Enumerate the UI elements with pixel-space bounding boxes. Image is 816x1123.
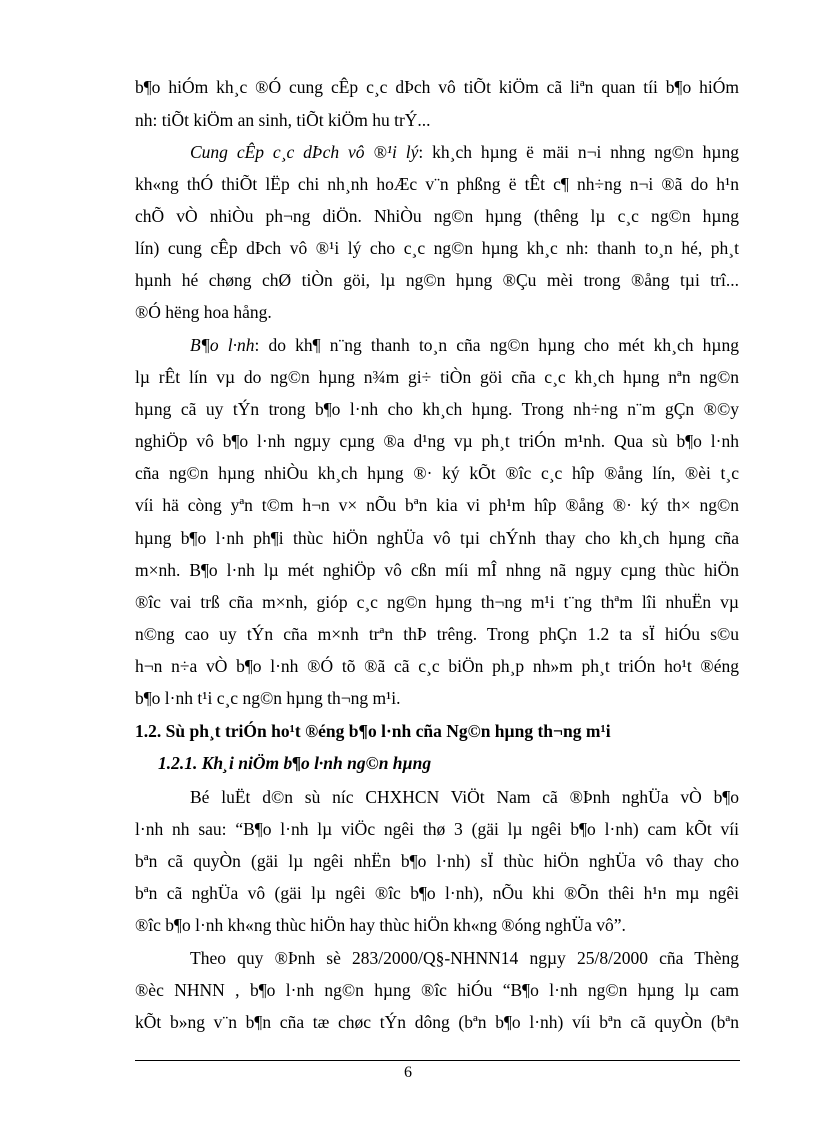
paragraph-text: : kh¸ch hµng ë mäi n¬i nhng ng©n hµng [418,142,739,162]
subsection-heading: 1.2.1. Kh¸i niÖm b¶o l·nh ng©n hµng [158,753,432,773]
text-line: bªn cã quyÒn (gäi lµ ngêi nhËn b¶o l·nh) sÏ thùc hiÖn nghÜa vô thay cho [135,851,739,871]
text-line [190,140,739,164]
section-heading: 1.2. Sù ph¸t triÓn ho¹t ®éng b¶o l·nh cña Ng©n hµng th¬ng m¹i [135,721,611,741]
text-line: ®îc b¶o l·nh kh«ng thùc hiÖn hay thùc hiÖn kh«ng ®óng nghÜa vô”. [135,915,626,935]
text-line: lµ rÊt lín vµ do ng©n hµng n¾m gi÷ tiÒn göi cña c¸c kh¸ch hµng nªn ng©n [135,367,739,387]
text-line: nh: tiÕt kiÖm an sinh, tiÕt kiÖm hu trÝ... [135,110,431,130]
text-line: m×nh. B¶o l·nh lµ mét nghiÖp vô cßn míi mÎ nhng nã ngµy cµng thùc hiÖn [135,560,739,580]
text-line: ®èc NHNN , b¶o l·nh ng©n hµng ®îc hiÓu “B¶o l·nh ng©n hµng lµ cam [135,980,739,1000]
paragraph-lead: B¶o l·nh [190,335,255,355]
text-line: víi hä còng yªn t©m h¬n v× nÕu bªn kia vi ph¹m hîp ®ång ®· ký th× ng©n [135,495,739,515]
text-line: b¶o hiÓm kh¸c ®Ó cung cÊp c¸c dÞch vô tiÕt kiÖm cã liªn quan tíi b¶o hiÓm [135,77,739,97]
text-line: Theo quy ®Þnh sè 283/2000/Q§-NHNN14 ngµy 25/8/2000 cña Thèng [190,948,739,968]
text-line [190,333,739,357]
text-line: b¶o l·nh t¹i c¸c ng©n hµng th¬ng m¹i. [135,688,401,708]
footer-rule [135,1060,740,1061]
text-line: ®îc vai trß cña m×nh, gióp c¸c ng©n hµng th¬ng m¹i t¨ng thªm lîi nhuËn vµ [135,592,739,612]
text-line: l·nh nh sau: “B¶o l·nh lµ viÖc ngêi thø 3 (gäi lµ ngêi b¶o l·nh) cam kÕt víi [135,819,739,839]
paragraph-lead: Cung cÊp c¸c dÞch vô ®¹i lý [190,142,419,162]
text-line: n©ng cao uy tÝn cña m×nh trªn thÞ trêng. Trong phÇn 1.2 ta sÏ hiÓu s©u [135,624,739,644]
text-line: hµng cã uy tÝn trong b¶o l·nh cho kh¸ch hµng. Trong nh÷ng n¨m gÇn ®©y [135,399,739,419]
text-line: hµng b¶o l·nh ph¶i thùc hiÖn nghÜa vô tµi chÝnh thay cho kh¸ch hµng cña [135,528,739,548]
text-line: bªn cã nghÜa vô (gäi lµ ngêi ®îc b¶o l·nh), nÕu khi ®Õn thêi h¹n mµ ngêi [135,883,739,903]
text-line: cña ng©n hµng nhiÒu kh¸ch hµng ®· ký kÕt ®îc c¸c hîp ®ång lín, ®èi t¸c [135,463,739,483]
text-line: kÕt b»ng v¨n b¶n cña tæ chøc tÝn dông (bªn b¶o l·nh) víi bªn cã quyÒn (bªn [135,1012,739,1032]
text-line: Bé luËt d©n sù níc CHXHCN ViÖt Nam cã ®Þnh nghÜa vÒ b¶o [190,787,739,807]
text-line: hµnh hé chøng chØ tiÒn göi, lµ ng©n hµng ®Çu mèi trong ®ång tµi trî... [135,270,739,290]
text-line: kh«ng thÓ thiÕt lËp chi nh¸nh hoÆc v¨n phßng ë tÊt c¶ nh÷ng n¬i ®ã do h¹n [135,174,739,194]
text-line: chÕ vÒ nhiÒu ph¬ng diÖn. NhiÒu ng©n hµng (thêng lµ c¸c ng©n hµng [135,206,739,226]
paragraph-text: : do kh¶ n¨ng thanh to¸n cña ng©n hµng cho mét kh¸ch hµng [254,335,739,355]
text-line: ®Ó hëng hoa hång. [135,302,272,322]
text-line: nghiÖp vô b¶o l·nh ngµy cµng ®a d¹ng vµ ph¸t triÓn m¹nh. Qua sù b¶o l·nh [135,431,739,451]
text-line: h¬n n÷a vÒ b¶o l·nh ®Ó tõ ®ã cã c¸c biÖn ph¸p nh»m ph¸t triÓn ho¹t ®éng [135,656,739,676]
page-number: 6 [404,1064,412,1081]
text-line: lín) cung cÊp dÞch vô ®¹i lý cho c¸c ng©n hµng kh¸c nh: thanh to¸n hé, ph¸t [135,238,739,258]
